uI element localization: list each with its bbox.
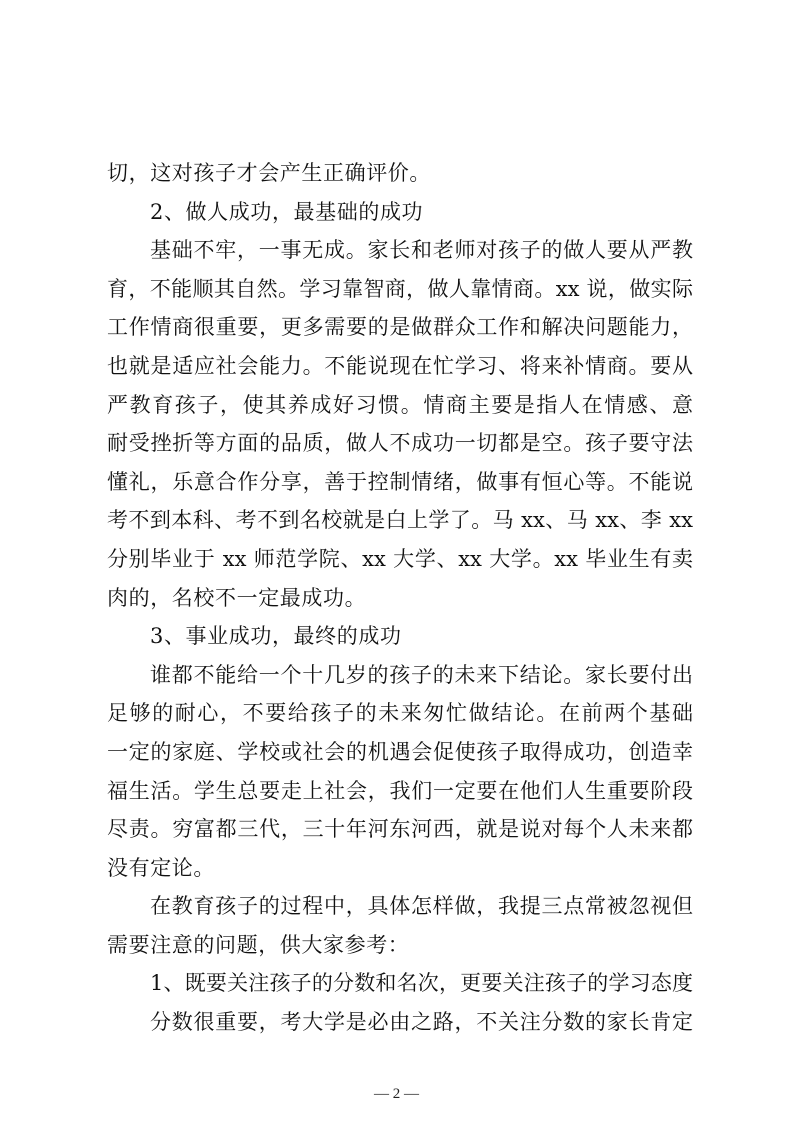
text-line: 在教育孩子的过程中，具体怎样做，我提三点常被忽视但 (150, 894, 693, 919)
text-line: 需要注意的问题，供大家参考： (107, 932, 410, 957)
text-line: 严教育孩子，使其养成好习惯。情商主要是指人在情感、意 (107, 392, 693, 417)
text-line: 考不到本科、考不到名校就是白上学了。马 xx、马 xx、李 xx (107, 508, 693, 533)
text-line: 基础不牢，一事无成。家长和老师对孩子的做人要从严教 (150, 238, 693, 263)
text-line: 尽责。穷富都三代，三十年河东河西，就是说对每个人未来都 (107, 817, 693, 842)
text-line: 也就是适应社会能力。不能说现在忙学习、将来补情商。要从 (107, 353, 693, 378)
text-line: 足够的耐心，不要给孩子的未来匆忙做结论。在前两个基础 (107, 701, 693, 726)
page-number: — 2 — (374, 1086, 419, 1102)
text-line: 谁都不能给一个十几岁的孩子的未来下结论。家长要付出 (150, 662, 693, 687)
text-line: 懂礼，乐意合作分享，善于控制情绪，做事有恒心等。不能说 (107, 469, 693, 494)
text-line: 分别毕业于 xx 师范学院、xx 大学、xx 大学。xx 毕业生有卖 (107, 546, 693, 571)
text-line: 工作情商很重要，更多需要的是做群众工作和解决问题能力， (107, 315, 693, 340)
text-line: 没有定论。 (107, 855, 215, 880)
text-line: 福生活。学生总要走上社会，我们一定要在他们人生重要阶段 (107, 778, 693, 803)
text-line: 2、做人成功，最基础的成功 (150, 199, 424, 224)
text-line: 3、事业成功，最终的成功 (150, 624, 402, 649)
text-line: 肉的，名校不一定最成功。 (107, 585, 367, 610)
text-line: 耐受挫折等方面的品质，做人不成功一切都是空。孩子要守法 (107, 431, 693, 456)
text-line: 育，不能顺其自然。学习靠智商，做人靠情商。xx 说，做实际 (107, 276, 693, 301)
text-line: 分数很重要，考大学是必由之路，不关注分数的家长肯定 (150, 1010, 693, 1035)
text-line: 一定的家庭、学校或社会的机遇会促使孩子取得成功，创造幸 (107, 739, 693, 764)
text-line: 切，这对孩子才会产生正确评价。 (107, 161, 431, 185)
text-line: 1、既要关注孩子的分数和名次，更要关注孩子的学习态度 (150, 971, 693, 996)
document-body (107, 154, 693, 1042)
